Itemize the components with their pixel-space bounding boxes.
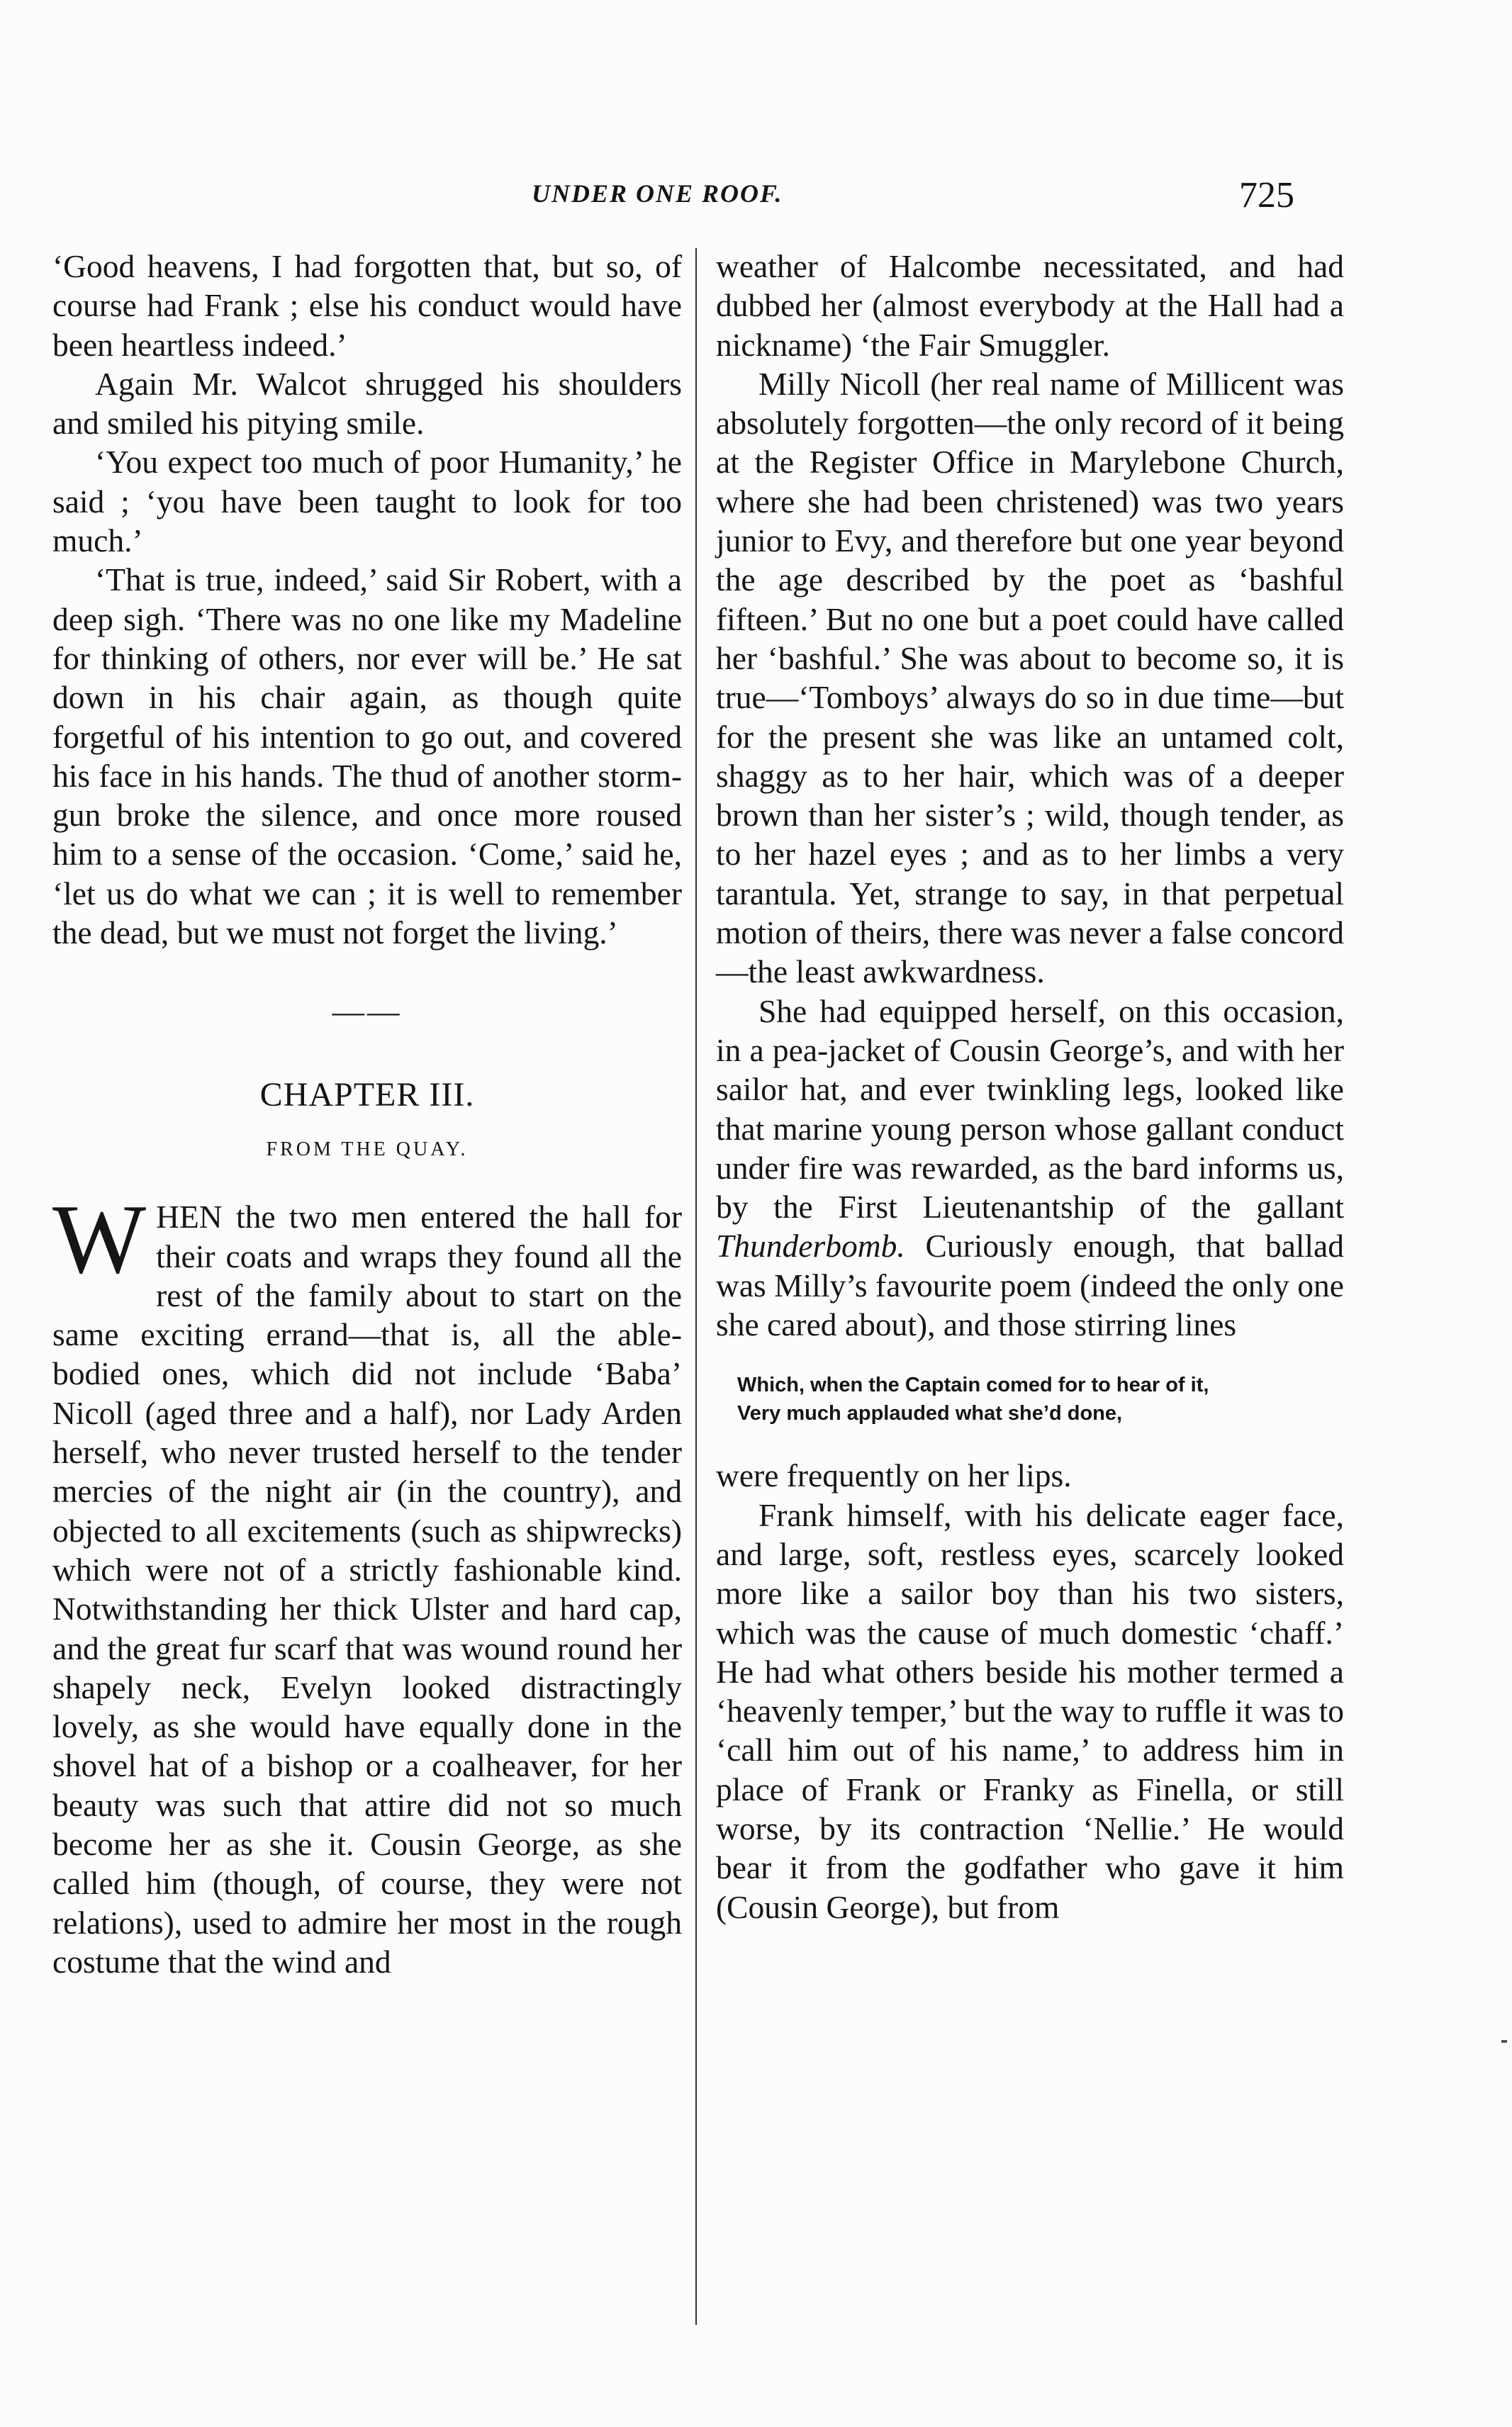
paragraph: ‘That is true, indeed,’ said Sir Robert, with a deep sigh. ‘There was no one like my Madeline for thinking of others, nor ever will be.’ He sat down in his chair again, as though quite forgetful of his intention to go out, and covered his face in his hands. The thud of another storm-gun broke the silence, and once more roused him to a sense of the occasion. ‘Come,’ said he, ‘let us do what we can ; it is well to remember the dead, but we must not forget the living.’ <box>52 561 682 951</box>
paragraph: ‘You expect too much of poor Humanity,’ he said ; ‘you have been taught to look for too much.’ <box>52 444 682 559</box>
paragraph: Again Mr. Walcot shrugged his shoulders and smiled his pitying smile. <box>52 365 682 442</box>
opening-text: HEN the two men entered the hall for their coats and wraps they found all the rest of the family about to start on the same exciting errand—that is, all the able-bodied ones, which did not include ‘Baba’ Nicoll (aged three and a half), nor Lady Arden herself, who never trusted herself to the tender mercies of the night air (in the country), and objected to all excitements (such as shipwrecks) which were not of a strictly fashionable kind. Notwithstanding her thick Ulster and hard cap, and the great fur scarf that was wound round her shapely neck, Evelyn looked distractingly lovely, as she would have equally done in the shovel hat of a bishop or a coalheaver, for her beauty was such that attire did not so much become her as she it. Cousin George, as she called him (though, of course, they were not relations), used to admire her most in the rough costume that the wind and <box>52 1199 682 1980</box>
paragraph-text: Curiously enough, that ballad was Milly’s favourite poem (indeed the only one she cared about), and those stirring lines <box>716 1228 1344 1343</box>
paragraph: Milly Nicoll (her real name of Millicent was absolutely forgotten—the only record of it being at the Register Office in Marylebone Church, where she had been christened) was two years junior to Evy, and therefore but one year beyond the age described by the poet as ‘bashful fifteen.’ But no one but a poet could have called her ‘bashful.’ She was about to become so, it is true—‘Tomboys’ always do so in due time—but for the present she was like an untamed colt, shaggy as to her hair, which was of a deeper brown than her sister’s ; wild, though tender, as to her hazel eyes ; and as to her limbs a very tarantula. Yet, strange to say, in that perpetual motion of theirs, there was never a false concord —the least awkwardness. <box>716 365 1344 990</box>
verse-quote <box>737 1371 1344 1428</box>
paragraph: Frank himself, with his delicate eager face, and large, soft, restless eyes, scarcely looked more like a sailor boy than his two sisters, which was the cause of much domestic ‘chaff.’ He had what others beside his mother termed a ‘heavenly temper,’ but the way to ruffle it was to ‘call him out of his name,’ to address him in place of Frank or Franky as Finella, or still worse, by its contraction ‘Nellie.’ He would bear it from the godfather who gave it him (Cousin George), but from <box>716 1496 1344 1925</box>
page-number: 725 <box>1239 175 1294 215</box>
paragraph: were frequently on her lips. <box>716 1457 1072 1494</box>
ship-name: Thunderbomb. <box>716 1228 905 1265</box>
right-column <box>716 247 1344 1927</box>
chapter-opening-paragraph <box>52 1184 682 1981</box>
chapter-title: CHAPTER III. <box>259 1075 475 1114</box>
verse-line: Which, when the Captain comed for to hear of it, <box>737 1374 1209 1397</box>
section-break: —— <box>332 993 403 1030</box>
running-title: UNDER ONE ROOF. <box>532 179 783 208</box>
drop-cap: W <box>52 1184 147 1295</box>
left-column <box>52 247 682 1981</box>
chapter-subtitle: FROM THE QUAY. <box>266 1138 469 1160</box>
verse-line: Very much applauded what she’d done, <box>737 1402 1123 1425</box>
paragraph: weather of Halcombe necessitated, and had dubbed her (almost everybody at the Hall had a nickname) ‘the Fair Smuggler. <box>716 248 1344 363</box>
page-header <box>0 174 1512 231</box>
margin-speck <box>1501 2040 1507 2043</box>
paragraph: ‘Good heavens, I had forgotten that, but so, of course had Frank ; else his conduct would have been heartless indeed.’ <box>52 248 682 363</box>
column-divider <box>695 248 697 2325</box>
paragraph <box>716 992 1344 1345</box>
paragraph-text: She had equipped herself, on this occasion, in a pea-jacket of Cousin George’s, and with her sailor hat, and ever twinkling legs, looked like that marine young person whose gallant conduct under fire was rewarded, as the bard informs us, by the First Lieutenantship of the gallant <box>716 992 1344 1226</box>
